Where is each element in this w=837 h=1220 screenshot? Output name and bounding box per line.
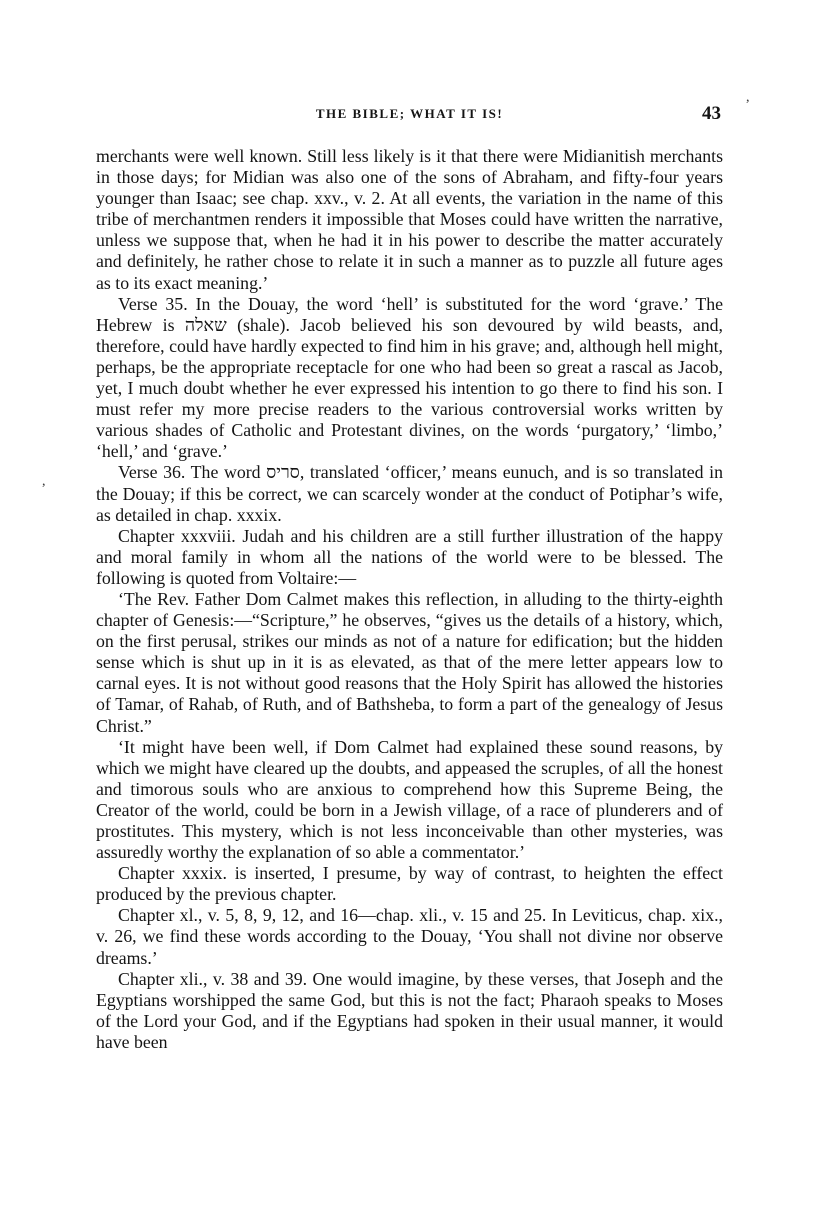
paragraph-chapter-xxxix: Chapter xxxix. is inserted, I presume, by way of contrast, to heighten the effect produced by the previous chapter.	[96, 863, 723, 905]
running-head: THE BIBLE; WHAT IT IS!	[315, 106, 504, 121]
paragraph-chapter-xxxviii: Chapter xxxviii. Judah and his children are a still further illustration of the happy and moral family in whom all the nations of the world were to be blessed. The following is quoted from Voltaire:—	[96, 525, 723, 588]
paragraph-verse-35: Verse 35. In the Douay, the word ‘hell’ is substituted for the word ‘grave.’ The Hebrew is שאלה (shale). Jacob believed his son devoured by wild beasts, and, therefore, could have hardly expected to find him in his grave; and, although hell might, perhaps, be the appropriate receptacle for one who had been so great a rascal as Jacob, yet, I much doubt whether he ever expressed his intention to go there to find his son. I must refer my more precise readers to the various controversial works written by various shades of Catholic and Protestant divines, on the words ‘purgatory,’ ‘limbo,’ ‘hell,’ and ‘grave.’	[96, 293, 723, 462]
paragraph-continued: merchants were well known. Still less likely is it that there were Midianitish merchants in those days; for Midian was also one of the sons of Abraham, and fifty-four years younger than Isaac; see chap. xxv., v. 2. At all events, the variation in the name of this tribe of merchantmen renders it impossible that Moses could have written the narrative, unless we suppose that, when he had it in his power to describe the matter accurately and definitely, he rather chose to relate it in such a manner as to puzzle all future ages as to its exact meaning.’	[96, 146, 723, 293]
paragraph-voltaire-comment: ‘It might have been well, if Dom Calmet had explained these sound reasons, by which we might have cleared up the doubts, and appeased the scruples, of all the honest and timorous souls who are anxious to comprehend how this Supreme Being, the Creator of the world, could be born in a Jewish village, of a race of plunderers and of prostitutes. This mystery, which is not less inconceivable than other mysteries, was assuredly worthy the explanation of so able a commentator.’	[96, 736, 723, 863]
paragraph-verse-36: Verse 36. The word סריס, translated ‘officer,’ means eunuch, and is so translated in the Douay; if this be correct, we can scarcely wonder at the conduct of Potiphar’s wife, as detailed in chap. xxxix.	[96, 462, 723, 525]
paragraph-chapter-xl: Chapter xl., v. 5, 8, 9, 12, and 16—chap. xli., v. 15 and 25. In Leviticus, chap. xix., v. 26, we find these words according to the Douay, ‘You shall not divine nor observe dreams.’	[96, 905, 723, 968]
body-text	[96, 146, 723, 1053]
stray-ink-mark: ,	[42, 474, 46, 489]
page-number: 43	[702, 103, 721, 124]
stray-ink-mark: ,	[746, 90, 750, 105]
paragraph-calmet-quote: ‘The Rev. Father Dom Calmet makes this reflection, in alluding to the thirty-eighth chapter of Genesis:—“Scripture,” he observes, “gives us the details of a history, which, on the first perusal, strikes our minds as not of a nature for edification; but the hidden sense which is shut up in it is as elevated, as that of the mere letter appears low to carnal eyes. It is not without good reasons that the Holy Spirit has allowed the histories of Tamar, of Rahab, of Ruth, and of Bathsheba, to form a part of the genealogy of Jesus Christ.”	[96, 588, 723, 736]
paragraph-chapter-xli: Chapter xli., v. 38 and 39. One would imagine, by these verses, that Joseph and the Egyptians worshipped the same God, but this is not the fact; Pharaoh speaks to Moses of the Lord your God, and if the Egyptians had spoken in their usual manner, it would have been	[96, 968, 723, 1052]
page-header	[96, 103, 723, 128]
